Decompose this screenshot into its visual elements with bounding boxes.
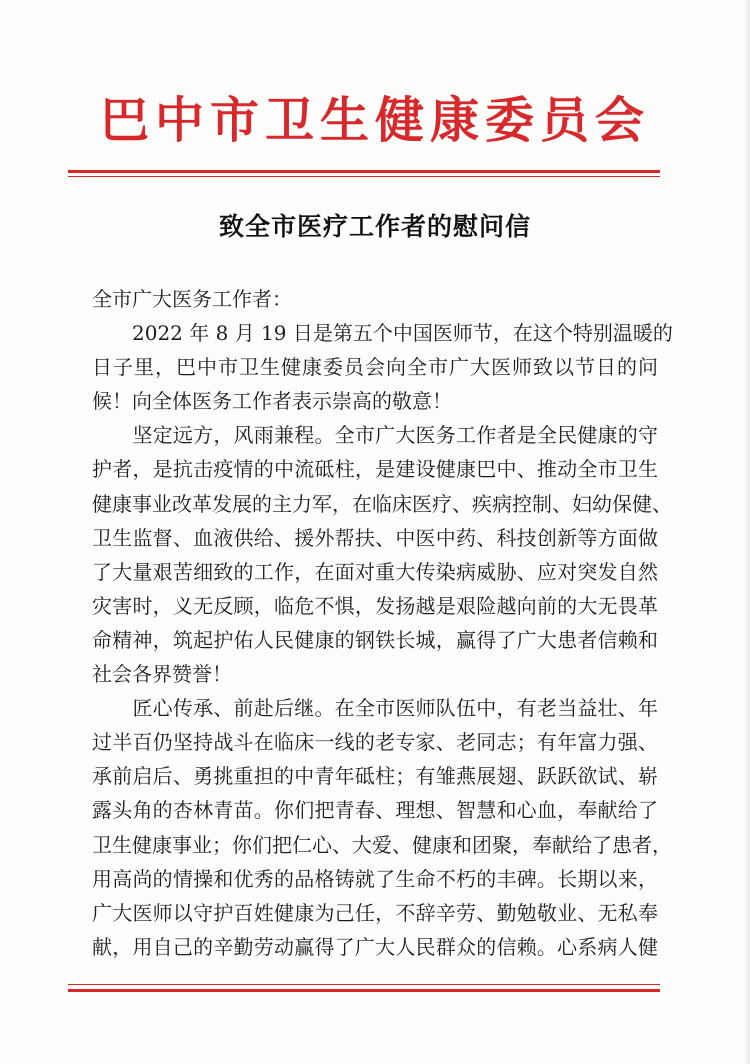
body-line: 广大医师以守护百姓健康为己任，不辞辛劳、勤勉敬业、无私奉 — [92, 900, 658, 925]
letterhead-title: 巴中市卫生健康委员会 — [99, 91, 650, 149]
body-line: 了大量艰苦细致的工作，在面对重大传染病威胁、应对突发自然 — [92, 559, 658, 584]
body-line: 候！向全体医务工作者表示崇高的敬意！ — [92, 389, 452, 414]
footer-rule-thick — [68, 989, 660, 992]
body-line: 匠心传承、前赴后继。在全市医师队伍中，有老当益壮、年 — [92, 696, 658, 721]
body-line: 灾害时，义无反顾，临危不惧，发扬越是艰险越向前的大无畏革 — [92, 593, 658, 618]
letter-title: 致全市医疗工作者的慰问信 — [218, 212, 531, 241]
letter-body — [92, 282, 673, 964]
letterhead-rule-thick — [68, 170, 660, 173]
body-line: 护者，是抗击疫情的中流砥柱，是建设健康巴中、推动全市卫生 — [92, 457, 658, 482]
body-line: 日子里，巴中市卫生健康委员会向全市广大医师致以节日的问 — [92, 355, 658, 380]
body-line: 2022 年 8 月 19 日是第五个中国医师节，在这个特别温暖的 — [92, 321, 673, 346]
body-line: 命精神，筑起护佑人民健康的钢铁长城，赢得了广大患者信赖和 — [92, 627, 658, 652]
footer-rule-thin — [68, 984, 660, 985]
salutation-line: 全市广大医务工作者： — [92, 287, 292, 311]
letterhead-rule-thin — [68, 176, 660, 177]
body-line: 献，用自己的辛勤劳动赢得了广大人民群众的信赖。心系病人健 — [92, 934, 658, 959]
body-line: 坚定远方，风雨兼程。全市广大医务工作者是全民健康的守 — [92, 423, 658, 448]
body-line: 卫生监督、血液供给、援外帮扶、中医中药、科技创新等方面做 — [92, 525, 658, 550]
body-line: 用高尚的情操和优秀的品格铸就了生命不朽的丰碑。长期以来， — [92, 866, 658, 891]
body-line: 过半百仍坚持战斗在临床一线的老专家、老同志；有年富力强、 — [92, 730, 658, 755]
page-edge-shadow — [744, 0, 750, 1064]
body-line: 社会各界赞誉！ — [92, 662, 232, 687]
body-line: 露头角的杏林青苗。你们把青春、理想、智慧和心血，奉献给了 — [92, 798, 658, 823]
body-line: 健康事业改革发展的主力军，在临床医疗、疾病控制、妇幼保健、 — [92, 491, 672, 516]
body-line: 卫生健康事业；你们把仁心、大爱、健康和团聚，奉献给了患者， — [92, 832, 672, 857]
body-line: 承前启后、勇挑重担的中青年砥柱；有雏燕展翅、跃跃欲试、崭 — [92, 764, 658, 789]
